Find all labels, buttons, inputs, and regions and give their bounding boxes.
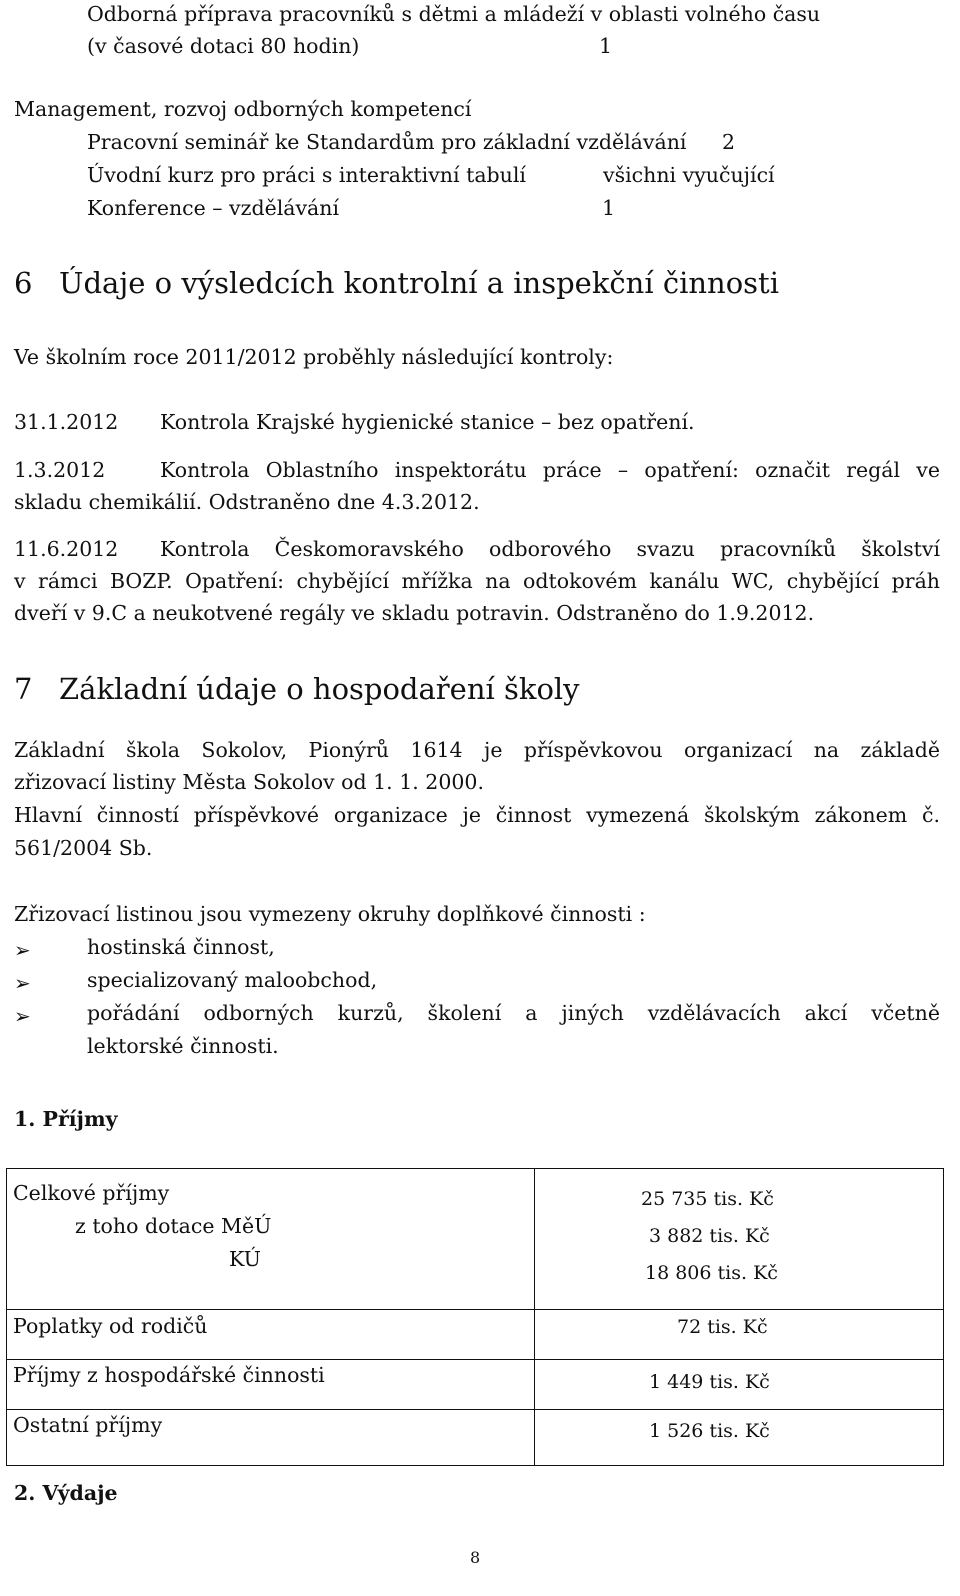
inspection-text-line: Kontrola Oblastního inspektorátu práce – opatření: označit regál ve [160, 458, 940, 482]
table-cell-value: 1 526 tis. Kč [649, 1420, 770, 1442]
inspection-text-line: v rámci BOZP. Opatření: chybějící mřížka na odtokovém kanálu WC, chybějící práh [14, 569, 940, 593]
table-cell-value: 3 882 tis. Kč [649, 1225, 770, 1247]
table-row-divider [7, 1309, 943, 1310]
table-row-divider [7, 1359, 943, 1360]
table-cell-value: 1 449 tis. Kč [649, 1371, 770, 1393]
inspection-text [160, 458, 940, 482]
inspection-text-line: Kontrola Českomoravského odborového svazu pracovníků školství [160, 537, 940, 561]
training-item-label: Pracovní seminář ke Standardům pro základní vzdělávání [87, 130, 687, 154]
inspection-text [160, 537, 940, 561]
inspection-text: Kontrola Krajské hygienické stanice – bez opatření. [160, 410, 695, 434]
section-7-title: Základní údaje o hospodaření školy [59, 672, 580, 706]
training-item-label: Úvodní kurz pro práci s interaktivní tabulí [87, 163, 526, 187]
paragraph-main-activity [14, 803, 940, 827]
table-cell-value: 72 tis. Kč [677, 1316, 768, 1338]
table-cell-value: 25 735 tis. Kč [641, 1188, 774, 1210]
paragraph-line: zřizovací listiny Města Sokolov od 1. 1. 2000. [14, 770, 484, 794]
table-cell-label: Příjmy z hospodářské činnosti [13, 1363, 325, 1387]
training-item-count: 2 [722, 130, 736, 154]
arrow-bullet-icon: ➢ [14, 938, 31, 962]
page-number: 8 [470, 1548, 481, 1567]
table-cell-label: KÚ [229, 1247, 261, 1271]
inspection-text-continued: skladu chemikálií. Odstraněno dne 4.3.2012. [14, 490, 480, 514]
table-cell-label: Poplatky od rodičů [13, 1314, 208, 1338]
table-column-divider [534, 1169, 535, 1465]
paragraph-line: Základní škola Sokolov, Pionýrů 1614 je příspěvkovou organizací na základě [14, 738, 940, 762]
activity-item: specializovaný maloobchod, [87, 968, 378, 992]
expenses-heading: 2. Výdaje [14, 1481, 118, 1505]
arrow-bullet-icon: ➢ [14, 1004, 31, 1028]
activity-item-line: pořádání odborných kurzů, školení a jiných vzdělávacích akcí včetně [87, 1001, 940, 1025]
training-line-2-label: (v časové dotaci 80 hodin) [87, 34, 360, 58]
training-item-label: Konference – vzdělávání [87, 196, 340, 220]
arrow-bullet-icon: ➢ [14, 971, 31, 995]
income-table [6, 1168, 944, 1466]
table-cell-label: Ostatní příjmy [13, 1413, 163, 1437]
activity-item: hostinská činnost, [87, 935, 275, 959]
paragraph-line: Hlavní činností příspěvkové organizace je činnost vymezená školským zákonem č. [14, 803, 940, 827]
management-heading: Management, rozvoj odborných kompetencí [14, 97, 472, 121]
inspection-date: 11.6.2012 [14, 537, 119, 561]
table-cell-label: z toho dotace MěÚ [75, 1214, 272, 1238]
training-line-1: Odborná příprava pracovníků s dětmi a mládeží v oblasti volného času [87, 2, 821, 26]
table-cell-value: 18 806 tis. Kč [645, 1262, 778, 1284]
paragraph-line: 561/2004 Sb. [14, 836, 153, 860]
section-6-intro: Ve školním roce 2011/2012 proběhly následující kontroly: [14, 345, 614, 369]
training-line-2-count: 1 [599, 34, 613, 58]
section-6-number: 6 [14, 266, 33, 300]
training-item-count: všichni vyučující [603, 163, 775, 187]
training-item-count: 1 [602, 196, 616, 220]
activity-item [87, 1001, 940, 1025]
table-row-divider [7, 1409, 943, 1410]
income-heading: 1. Příjmy [14, 1107, 118, 1131]
section-6-title: Údaje o výsledcích kontrolní a inspekční činnosti [59, 266, 779, 300]
table-cell-label: Celkové příjmy [13, 1181, 170, 1205]
inspection-date: 31.1.2012 [14, 410, 119, 434]
paragraph-legal-status [14, 738, 940, 762]
activities-heading: Zřizovací listinou jsou vymezeny okruhy doplňkové činnosti : [14, 902, 646, 926]
inspection-text-continued: dveří v 9.C a neukotvené regály ve skladu potravin. Odstraněno do 1.9.2012. [14, 601, 815, 625]
inspection-date: 1.3.2012 [14, 458, 106, 482]
inspection-text-continued [14, 569, 940, 593]
section-7-number: 7 [14, 672, 33, 706]
activity-item-line: lektorské činnosti. [87, 1034, 279, 1058]
